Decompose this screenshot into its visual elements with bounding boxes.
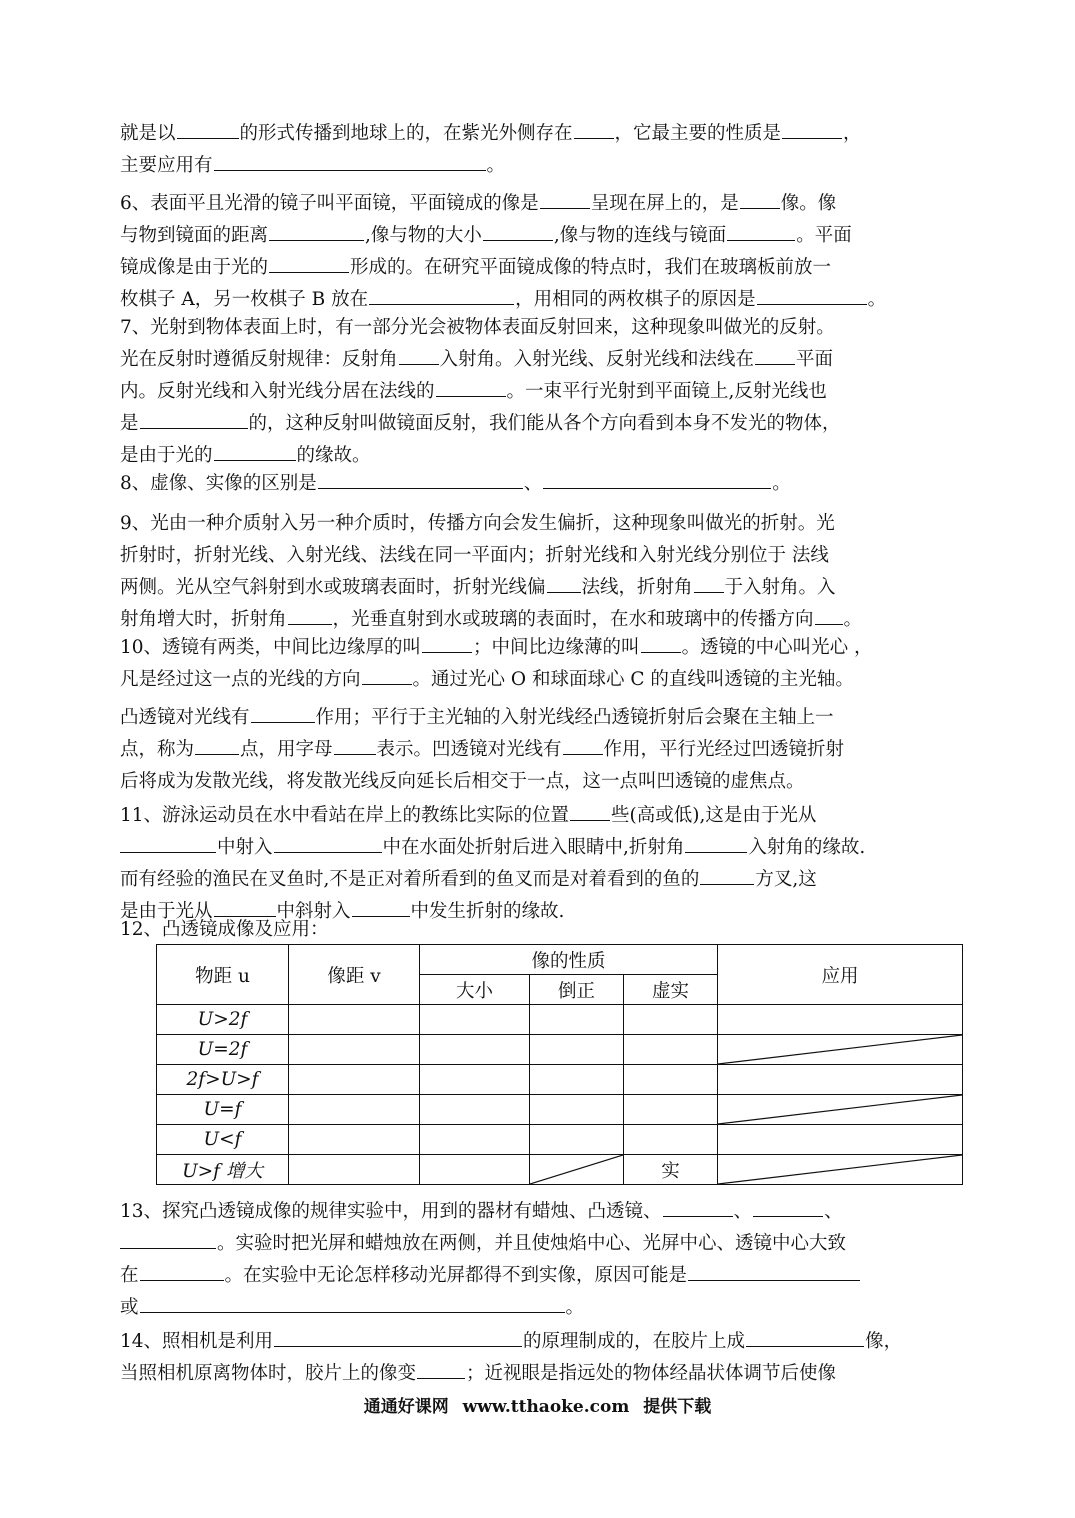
cell[interactable] [624,1065,718,1095]
text: 8、虚像、实像的区别是 [120,473,317,494]
answer-blank[interactable] [570,800,610,821]
text: 。 [843,609,863,630]
text: 7、光射到物体表面上时，有一部分光会被物体表面反射回来，这种现象叫做光的反射。 [120,317,835,338]
text: 。平面 [796,225,852,246]
text: ，光垂直射到水或玻璃的表面时，在水和玻璃中的传播方向 [332,609,814,630]
header-orientation: 倒正 [530,975,624,1005]
table-row [157,1005,963,1035]
text: 表示。凹透镜对光线有 [376,739,562,760]
crossed-cell [718,1095,963,1125]
answer-blank[interactable] [334,734,376,755]
text: 13、探究凸透镜成像的规律实验中，用到的器材有蜡烛、凸透镜、 [120,1201,662,1222]
real-cell: 实 [624,1155,718,1185]
text: 折射时，折射光线、入射光线、法线在同一平面内；折射光线和入射光线分别位于 法线 [120,545,829,566]
diagonal-slash [718,1035,962,1064]
text: 主要应用有 [120,155,213,176]
cell[interactable] [289,1095,420,1125]
answer-blank[interactable] [688,1260,860,1281]
text: ，用相同的两枚棋子的原因是 [515,289,756,310]
crossed-cell [718,1155,963,1185]
question-9 [120,508,958,636]
answer-blank[interactable] [214,440,296,461]
cell[interactable] [530,1065,624,1095]
answer-blank[interactable] [288,604,332,625]
text: 的，这种反射叫做镜面反射，我们能从各个方向看到本身不发光的物体， [248,413,841,434]
cell[interactable] [420,1005,530,1035]
question-13 [120,1196,958,1324]
text: 点，用字母 [240,739,333,760]
header-image-nature: 像的性质 [420,945,718,975]
text: 镜成像是由于光的 [120,257,269,278]
text: 于入射角。入 [724,577,836,598]
cell[interactable] [530,1005,624,1035]
table-row [157,1125,963,1155]
cell[interactable] [624,1005,718,1035]
question-10-lens [120,702,958,798]
answer-blank[interactable] [318,468,523,489]
text: 方叉,这 [755,869,817,890]
answer-blank[interactable] [140,1292,565,1313]
header-real-virtual: 虚实 [624,975,718,1005]
answer-blank[interactable] [269,252,349,273]
text: 两侧。光从空气斜射到水或玻璃表面时，折射光线偏 [120,577,546,598]
text: 中斜射入 [276,901,351,922]
text: 形成的。在研究平面镜成像的特点时，我们在玻璃板前放一 [350,257,832,278]
text: 当照相机原离物体时，胶片上的像变 [120,1363,417,1384]
text: 与物到镜面的距离 [120,225,269,246]
cell[interactable] [420,1155,530,1185]
question-7 [120,312,958,472]
text: 。在实验中无论怎样移动光屏都得不到实像，原因可能是 [224,1265,688,1286]
text: 12、凸透镜成像及应用： [120,919,329,940]
text: 。通过光心 O 和球面球心 C 的直线叫透镜的主光轴。 [412,669,854,690]
answer-blank[interactable] [436,376,506,397]
text: 入射角。入射光线、反射光线和法线在 [439,349,755,370]
row-label: U>f 增大 [157,1155,289,1185]
answer-blank[interactable] [574,118,614,139]
text: 内。反射光线和入射光线分居在法线的 [120,381,435,402]
answer-blank[interactable] [563,734,603,755]
cell[interactable] [420,1065,530,1095]
text: 是 [120,413,139,434]
answer-blank[interactable] [740,188,780,209]
answer-blank[interactable] [547,572,581,593]
answer-blank[interactable] [140,1260,224,1281]
cell[interactable] [530,1035,624,1065]
answer-blank[interactable] [757,284,867,305]
table-row [157,1035,963,1065]
footer-tail: 提供下载 [643,1397,712,1417]
page-footer [0,1392,1075,1417]
text: 的形式传播到地球上的，在紫光外侧存在 [239,123,573,144]
text: 光在反射时遵循反射规律：反射角 [120,349,398,370]
cell[interactable] [420,1035,530,1065]
cell[interactable] [718,1125,963,1155]
answer-blank[interactable] [362,664,412,685]
text: 中发生折射的缘故. [410,901,565,922]
question-5-continued [120,118,958,182]
cell[interactable] [624,1125,718,1155]
answer-blank[interactable] [399,344,439,365]
text: 。 [565,1297,585,1318]
row-label: U>2f [157,1005,289,1035]
text: 法线，折射角 [581,577,693,598]
text: 6、表面平且光滑的镜子叫平面镜，平面镜成的像是 [120,193,539,214]
text: 、 [824,1201,843,1222]
text: 入射角的缘故. [748,837,866,858]
answer-blank[interactable] [177,118,239,139]
crossed-cell [530,1155,624,1185]
footer-site-name: 通通好课网 [363,1397,449,1417]
text: 就是以 [120,123,176,144]
text: 射角增大时，折射角 [120,609,287,630]
answer-blank[interactable] [727,220,795,241]
answer-blank[interactable] [694,572,724,593]
cell[interactable] [420,1095,530,1125]
cell[interactable] [718,1005,963,1035]
question-11 [120,800,958,928]
text: 或 [120,1297,139,1318]
text: 呈现在屏上的，是 [590,193,739,214]
cell[interactable] [624,1035,718,1065]
answer-blank[interactable] [120,1228,216,1249]
text: 。 [772,473,791,494]
text: 14、照相机是利用 [120,1331,274,1352]
cell[interactable] [289,1035,420,1065]
cell[interactable] [530,1125,624,1155]
text: 。一束平行光射到平面镜上,反射光线也 [506,381,827,402]
table-row [157,1095,963,1125]
answer-blank[interactable] [685,832,747,853]
text: 平面 [796,349,834,370]
text: 而有经验的渔民在叉鱼时,不是正对着所看到的鱼叉而是对着看到的鱼的 [120,869,700,890]
footer-url[interactable]: www.tthaoke.com [462,1397,630,1417]
answer-blank[interactable] [815,604,843,625]
answer-blank[interactable] [195,734,239,755]
header-object-distance: 物距 u [157,945,289,1005]
question-14 [120,1326,958,1390]
answer-blank[interactable] [755,344,795,365]
text: 9、光由一种介质射入另一种介质时，传播方向会发生偏折，这种现象叫做光的折射。光 [120,513,835,534]
diagonal-slash [718,1095,962,1124]
answer-blank[interactable] [274,832,382,853]
text: ；中间比边缘薄的叫 [473,637,640,658]
text: 。 [486,155,506,176]
text: 些(高或低),这是由于光从 [611,805,817,826]
table-row [157,1155,963,1185]
crossed-cell [718,1035,963,1065]
text: ,像与物的连线与镜面 [553,225,727,246]
answer-blank[interactable] [251,702,315,723]
cell[interactable] [289,1125,420,1155]
text: 11、游泳运动员在水中看站在岸上的教练比实际的位置 [120,805,570,826]
answer-blank[interactable] [700,864,754,885]
text: 像， [865,1331,903,1352]
answer-blank[interactable] [540,188,590,209]
text: 凡是经过这一点的光线的方向 [120,669,361,690]
text: 枚棋子 A，另一枚棋子 B 放在 [120,289,369,310]
row-label: U=f [157,1095,289,1125]
row-label: U<f [157,1125,289,1155]
answer-blank[interactable] [120,832,216,853]
text: 的缘故。 [296,445,371,466]
text: ；近视眼是指远处的物体经晶状体调节后使像 [466,1363,837,1384]
answer-blank[interactable] [753,1196,823,1217]
table-row [157,1065,963,1095]
text: 作用，平行光经过凹透镜折射 [603,739,845,760]
answer-blank[interactable] [214,150,486,171]
text: ，它最主要的性质是 [614,123,782,144]
text: 凸透镜对光线有 [120,707,250,728]
cell[interactable] [289,1065,420,1095]
text: 在 [120,1265,139,1286]
cell[interactable] [420,1125,530,1155]
text: 后将成为发散光线，将发散光线反向延长后相交于一点，这一点叫凹透镜的虚焦点。 [120,771,805,792]
header-size: 大小 [420,975,530,1005]
text: 。实验时把光屏和蜡烛放在两侧，并且使烛焰中心、光屏中心、透镜中心大致 [217,1233,847,1254]
question-6 [120,188,958,316]
answer-blank[interactable] [369,284,514,305]
answer-blank[interactable] [782,118,842,139]
text: 的原理制成的，在胶片上成 [523,1331,746,1352]
cell[interactable] [289,1005,420,1035]
answer-blank[interactable] [140,408,248,429]
text: 、 [523,473,543,494]
text: 中射入 [217,837,273,858]
answer-blank[interactable] [543,468,771,489]
answer-blank[interactable] [422,632,472,653]
text: 点，称为 [120,739,195,760]
text: 、 [733,1201,753,1222]
text: 10、透镜有两类，中间比边缘厚的叫 [120,637,422,658]
question-8 [120,468,958,500]
header-image-distance: 像距 v [289,945,420,1005]
answer-blank[interactable] [641,632,681,653]
answer-blank[interactable] [483,220,553,241]
text: 。 [867,289,887,310]
text: 中在水面处折射后进入眼睛中,折射角 [382,837,685,858]
text: ,像与物的大小 [365,225,482,246]
row-label: U=2f [157,1035,289,1065]
diagonal-slash [530,1155,623,1184]
text: 是由于光从 [120,901,213,922]
answer-blank[interactable] [417,1358,465,1379]
text: ， [843,123,862,144]
cell[interactable] [530,1095,624,1125]
text: 像。像 [780,193,837,214]
text: 作用；平行于主光轴的入射光线经凸透镜折射后会聚在主轴上一 [315,707,834,728]
text: 。透镜的中心叫光心 ， [681,637,873,658]
cell[interactable] [289,1155,420,1185]
text: 是由于光的 [120,445,213,466]
answer-blank[interactable] [269,220,364,241]
question-12 [120,914,958,946]
question-10 [120,632,958,696]
cell[interactable] [718,1065,963,1095]
diagonal-slash [718,1155,962,1184]
lens-imaging-table [156,944,963,1185]
header-application: 应用 [718,945,963,1005]
row-label: 2f>U>f [157,1065,289,1095]
answer-blank[interactable] [746,1326,864,1347]
cell[interactable] [624,1095,718,1125]
answer-blank[interactable] [663,1196,733,1217]
answer-blank[interactable] [274,1326,522,1347]
